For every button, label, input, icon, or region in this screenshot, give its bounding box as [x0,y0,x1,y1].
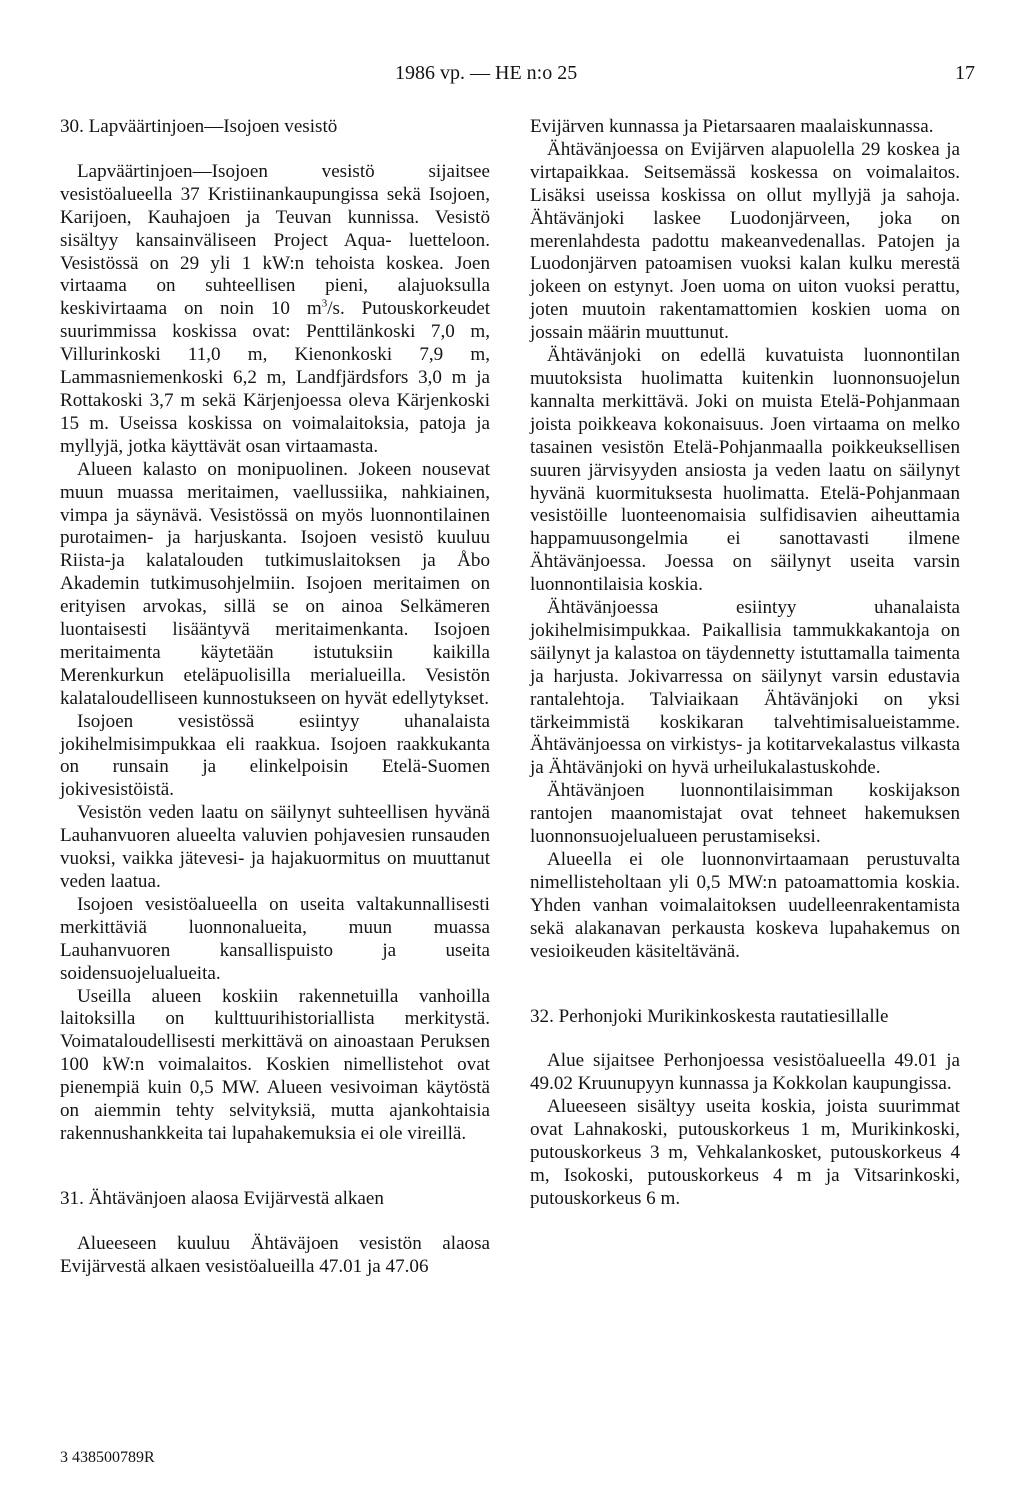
cubic-superscript: 3 [321,297,328,310]
section-30-paragraph-3: Isojoen vesistössä esiintyy uhanalaista jokihelmisimpukkaa eli raakkua. Isojoen raakkukanta on runsain ja elinkelpoisin Etelä-Suomen jokivesistöistä. [60,710,490,801]
left-column [60,116,490,1279]
section-30-paragraph-6: Useilla alueen koskiin rakennetuilla vanhoilla laitoksilla on kulttuurihistoriallista merkitystä. Voimataloudellisesti merkittävä on ainoastaan Peruksen 100 kW:n voimalaitos. Koskien nimellistehot ovat pienempiä kuin 0,5 MW. Alueen vesivoiman käytöstä on aiemmin tehty selvityksiä, mutta ajankohtaisia rakennushankkeita tai lupahakemuksia ei ole vireillä. [60,985,490,1144]
section-31-paragraph-3: Ähtävänjoki on edellä kuvatuista luonnontilan muutoksista huolimatta kuitenkin luonnonsuojelun kannalta merkittävä. Joki on muista Etelä-Pohjanmaan joista poikkeava kokonaisuus. Joen virtaama on melko tasainen vesistön Etelä-Pohjanmaalla poikkeuksellisen suuren järvisyyden ansiosta ja veden laatu on säilynyt hyvänä kuormituksesta huolimatta. Etelä-Pohjanmaan vesistöille luonteenomaisia sulfidisavien aiheuttamia happamuusongelmia ei sanottavasti ilmene Ähtävänjoessa. Joessa on säilynyt useita varsin luonnontilaisia koskia. [530,345,960,596]
section-31-paragraph-1-continued: Evijärven kunnassa ja Pietarsaaren maalaiskunnassa. [530,116,934,137]
section-30-paragraph-1-part-b: /s. Putouskorkeudet suurimmissa koskissa ovat: Penttilänkoski 7,0 m, Villurinkoski 11,0 m, Kienonkoski 7,9 m, Lammasniemenkoski 6,2 m, Landfjärdsfors 3,0 m ja Rottakoski 3,7 m sekä Kärjenjoessa oleva Kärjenkoski 15 m. Useissa koskissa on voimalaitoksia, patoja ja myllyjä, jotka käyttävät osan virtaamasta. [60,298,490,457]
section-30-paragraph-2: Alueen kalasto on monipuolinen. Jokeen nousevat muun muassa meritaimen, vaellussiika, nahkiainen, vimpa ja säynävä. Vesistössä on myös luonnontilainen purotaimen- ja harjuskanta. Isojoen vesistö kuuluu Riista-ja kalatalouden tutkimuslaitoksen ja Åbo Akademin tutkimusohjelmiin. Isojoen meritaimen on erityisen arvokas, sillä se on ainoa Selkämeren luontaisesti lisääntyvä meritaimenkanta. Isojoen meritaimenta käytetään istutuksiin kaikilla Merenkurkun eteläpuolisilla merialueilla. Vesistön kalataloudelliseen kunnostukseen on hyvät edellytykset. [60,458,490,709]
page-header [0,62,1024,88]
section-31-paragraph-2: Ähtävänjoessa on Evijärven alapuolella 29 koskea ja virtapaikkaa. Seitsemässä koskessa on voimalaitos. Lisäksi useissa koskissa on ollut myllyjä ja sahoja. Ähtävänjoki laskee Luodonjärveen, joka on merenlahdesta padottu makeanvedenallas. Patojen ja Luodonjärven patoamisen vuoksi kalan kulku merestä jokeen on estynyt. Joen uoma on uiton vuoksi perattu, joten muutoin rakentamattomien koskien uoma on jossain määrin muuttunut. [530,138,960,344]
section-31-paragraph-1-start: Alueeseen kuuluu Ähtäväjoen vesistön alaosa Evijärvestä alkaen vesistöalueilla 47.01 ja 47.06 [60,1232,490,1277]
section-32-paragraph-2: Alueeseen sisältyy useita koskia, joista suurimmat ovat Lahnakoski, putouskorkeus 1 m, Murikinkoski, putouskorkeus 3 m, Vehkalankosket, putouskorkeus 4 m, Isokoski, putouskorkeus 4 m ja Vitsarinkoski, putouskorkeus 6 m. [530,1096,960,1209]
section-30-paragraph-1 [60,161,490,459]
document-reference: 1986 vp. — HE n:o 25 [395,62,578,84]
section-32-heading: 32. Perhonjoki Murikinkoskesta rautatiesillalle [530,1005,889,1027]
section-31-paragraph-5: Ähtävänjoen luonnontilaisimman koskijakson rantojen maanomistajat ovat tehneet hakemuksen luonnonsuojelualueen perustamiseksi. [530,780,960,848]
page-number: 17 [955,62,975,84]
section-32-paragraph-1: Alue sijaitsee Perhonjoessa vesistöalueella 49.01 ja 49.02 Kruunupyyn kunnassa ja Kokkolan kaupungissa. [530,1050,960,1095]
section-30-paragraph-4: Vesistön veden laatu on säilynyt suhteellisen hyvänä Lauhanvuoren alueelta valuvien pohjavesien runsauden vuoksi, vaikka jätevesi- ja hajakuormitus on muuttanut veden laatua. [60,802,490,892]
right-column [530,116,960,1211]
print-code: 3 438500789R [60,1449,155,1466]
section-31-paragraph-6: Alueella ei ole luonnonvirtaamaan perustuvalta nimellisteholtaan yli 0,5 MW:n patoamattomia koskia. Yhden vanhan voimalaitoksen uudelleenrakentamista sekä alakanavan perkausta koskeva lupahakemus on vesioikeuden käsiteltävänä. [530,849,960,962]
section-31-paragraph-4: Ähtävänjoessa esiintyy uhanalaista jokihelmisimpukkaa. Paikallisia tammukkakantoja on säilynyt ja kalastoa on täydennetty istuttamalla taimenta ja harjusta. Jokivarressa on säilynyt varsin edustavia rantalehtoja. Talviaikaan Ähtävänjoki on yksi tärkeimmistä koskikaran talvehtimisalueistamme. Ähtävänjoessa on virkistys- ja kotitarvekalastus vilkasta ja Ähtävänjoki on hyvä urheilukalastuskohde. [530,597,960,779]
section-30-heading: 30. Lapväärtinjoen—Isojoen vesistö [60,116,338,137]
section-31-heading: 31. Ähtävänjoen alaosa Evijärvestä alkaen [60,1187,384,1209]
section-30-paragraph-5: Isojoen vesistöalueella on useita valtakunnallisesti merkittäviä luonnonalueita, muun muassa Lauhanvuoren kansallispuisto ja useita soidensuojelualueita. [60,893,490,984]
section-30-paragraph-1-part-a: Lapväärtinjoen—Isojoen vesistö sijaitsee vesistöalueella 37 Kristiinankaupungissa sekä Isojoen, Karijoen, Kauhajoen ja Teuvan kunnissa. Vesistö sisältyy kansainväliseen Project Aqua- luetteloon. Vesistössä on 29 yli 1 kW:n tehoista koskea. Joen virtaama on suhteellisen pieni, alajuoksulla keskivirtaama on noin 10 m [60,160,490,320]
